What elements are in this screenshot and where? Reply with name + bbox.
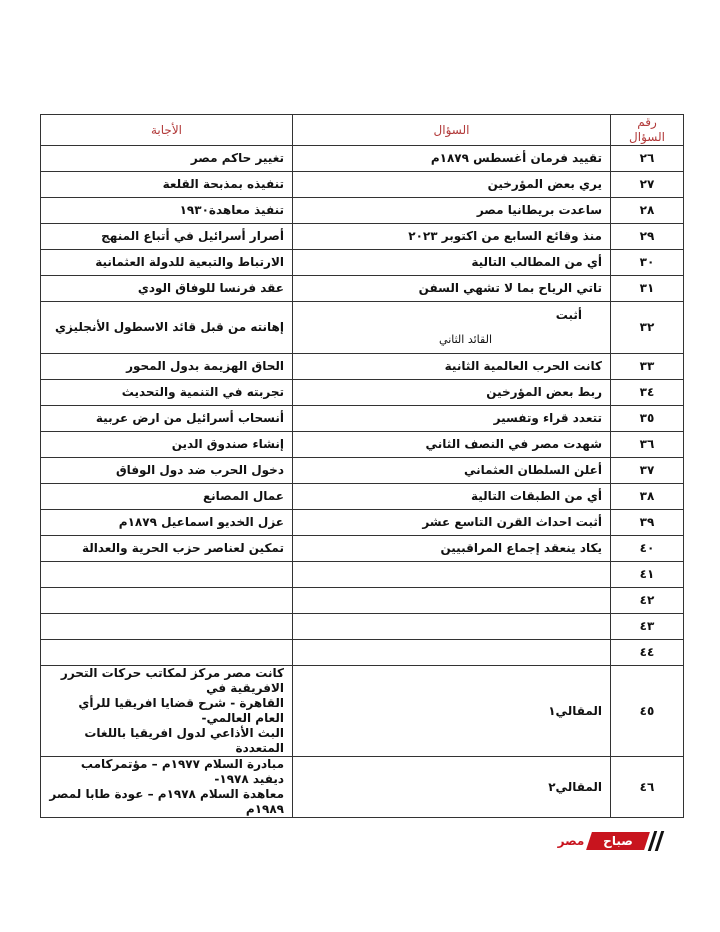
table-row <box>41 458 684 484</box>
question-number: ٢٦ <box>611 146 684 172</box>
question-text <box>293 562 611 588</box>
answer-text: تمكين لعناصر حزب الحرية والعدالة <box>41 536 293 562</box>
question-text: ربط بعض المؤرخين <box>293 380 611 406</box>
question-number: ٣٦ <box>611 432 684 458</box>
question-text: كانت الحرب العالمية الثانية <box>293 354 611 380</box>
answer-text: أصرار أسرائيل في أتباع المنهج <box>41 224 293 250</box>
answer-text <box>41 666 293 757</box>
logo-box-text: صباح <box>603 834 633 848</box>
answer-text: عمال المصانع <box>41 484 293 510</box>
answer-line: مبادرة السلام ١٩٧٧م – مؤتمركامب ديفيد ١٩٧٨- <box>80 757 284 786</box>
table-row <box>41 640 684 666</box>
site-logo <box>555 830 669 852</box>
header-question-number: رقم السؤال <box>611 115 684 146</box>
header-question: السؤال <box>293 115 611 146</box>
answer-text: إنشاء صندوق الدين <box>41 432 293 458</box>
question-number: ٣٨ <box>611 484 684 510</box>
logo-text: مصر <box>557 834 585 848</box>
question-number: ٣٢ <box>611 302 684 354</box>
question-number: ٤٣ <box>611 614 684 640</box>
question-text: أي من الطبقات التالية <box>293 484 611 510</box>
answer-text: تنفيذ معاهدة١٩٣٠ <box>41 198 293 224</box>
answer-text: الارتباط والتبعية للدولة العثمانية <box>41 250 293 276</box>
table-row <box>41 198 684 224</box>
question-number: ٤٠ <box>611 536 684 562</box>
question-number: ٤١ <box>611 562 684 588</box>
question-number: ٤٥ <box>611 666 684 757</box>
answer-line: القاهرة - شرح قضايا افريقيا للرأي العام العالمي- <box>78 696 284 725</box>
question-text: أي من المطالب التالية <box>293 250 611 276</box>
answer-text: دخول الحرب ضد دول الوفاق <box>41 458 293 484</box>
table-row <box>41 562 684 588</box>
question-sub: القائد الثاني <box>439 333 492 347</box>
answer-text: إهانته من قبل قائد الاسطول الأنجليزي <box>41 302 293 354</box>
table-row <box>41 172 684 198</box>
table-row <box>41 250 684 276</box>
answer-line: البث الأذاعي لدول افريقيا باللغات المتعددة <box>84 726 284 755</box>
answer-text <box>41 757 293 818</box>
table-row <box>41 666 684 757</box>
question-number: ٣٩ <box>611 510 684 536</box>
question-number: ٤٢ <box>611 588 684 614</box>
question-text <box>293 640 611 666</box>
table-row <box>41 757 684 818</box>
question-text: أعلن السلطان العثماني <box>293 458 611 484</box>
table-row <box>41 484 684 510</box>
question-text: يري بعض المؤرخين <box>293 172 611 198</box>
question-text: تاتي الرياح بما لا تشهي السفن <box>293 276 611 302</box>
question-main: أثبت <box>555 308 582 323</box>
question-number: ٣٠ <box>611 250 684 276</box>
answer-text: أنسحاب أسرائيل من ارض عربية <box>41 406 293 432</box>
question-text <box>293 614 611 640</box>
question-text: شهدت مصر في النصف الثاني <box>293 432 611 458</box>
question-text: المقالي١ <box>293 666 611 757</box>
question-number: ٣٥ <box>611 406 684 432</box>
answer-text: عزل الخديو اسماعيل ١٨٧٩م <box>41 510 293 536</box>
answer-text <box>41 614 293 640</box>
question-text: يكاد ينعقد إجماع المراقبيين <box>293 536 611 562</box>
table-header-row <box>41 115 684 146</box>
question-number: ٤٤ <box>611 640 684 666</box>
question-text: منذ وقائع السابع من اكتوبر ٢٠٢٣ <box>293 224 611 250</box>
question-number: ٣١ <box>611 276 684 302</box>
question-text: تتعدد قراء وتفسير <box>293 406 611 432</box>
table-row <box>41 406 684 432</box>
answer-text: تغيير حاكم مصر <box>41 146 293 172</box>
question-text <box>293 302 611 354</box>
table-row <box>41 146 684 172</box>
question-text: تقييد فرمان أغسطس ١٨٧٩م <box>293 146 611 172</box>
question-number: ٢٨ <box>611 198 684 224</box>
question-number: ٣٤ <box>611 380 684 406</box>
question-text: أثبت احداث القرن التاسع عشر <box>293 510 611 536</box>
question-number: ٢٧ <box>611 172 684 198</box>
question-number: ٢٩ <box>611 224 684 250</box>
table-row <box>41 276 684 302</box>
table-row <box>41 614 684 640</box>
question-text <box>293 588 611 614</box>
answer-text: الحاق الهزيمة بدول المحور <box>41 354 293 380</box>
answer-line: كانت مصر مركز لمكاتب حركات التحرر الافريقية في <box>60 666 284 695</box>
question-text: ساعدت بريطانيا مصر <box>293 198 611 224</box>
table-row <box>41 536 684 562</box>
table-row <box>41 510 684 536</box>
answer-text: عقد فرنسا للوفاق الودي <box>41 276 293 302</box>
table-row <box>41 302 684 354</box>
answer-text <box>41 562 293 588</box>
table-row <box>41 224 684 250</box>
answer-line: معاهدة السلام ١٩٧٨م – عودة طابا لمصر ١٩٨٩م <box>49 787 284 816</box>
answer-text <box>41 588 293 614</box>
answer-text: تنفيذه بمذبحة القلعة <box>41 172 293 198</box>
table-row <box>41 380 684 406</box>
table-row <box>41 588 684 614</box>
answer-key-table <box>40 114 684 818</box>
answer-text <box>41 640 293 666</box>
question-number: ٣٣ <box>611 354 684 380</box>
question-number: ٣٧ <box>611 458 684 484</box>
header-answer: الأجابة <box>41 115 293 146</box>
table-row <box>41 354 684 380</box>
table-row <box>41 432 684 458</box>
answer-text: تجربته في التنمية والتحديث <box>41 380 293 406</box>
question-text: المقالي٢ <box>293 757 611 818</box>
question-number: ٤٦ <box>611 757 684 818</box>
